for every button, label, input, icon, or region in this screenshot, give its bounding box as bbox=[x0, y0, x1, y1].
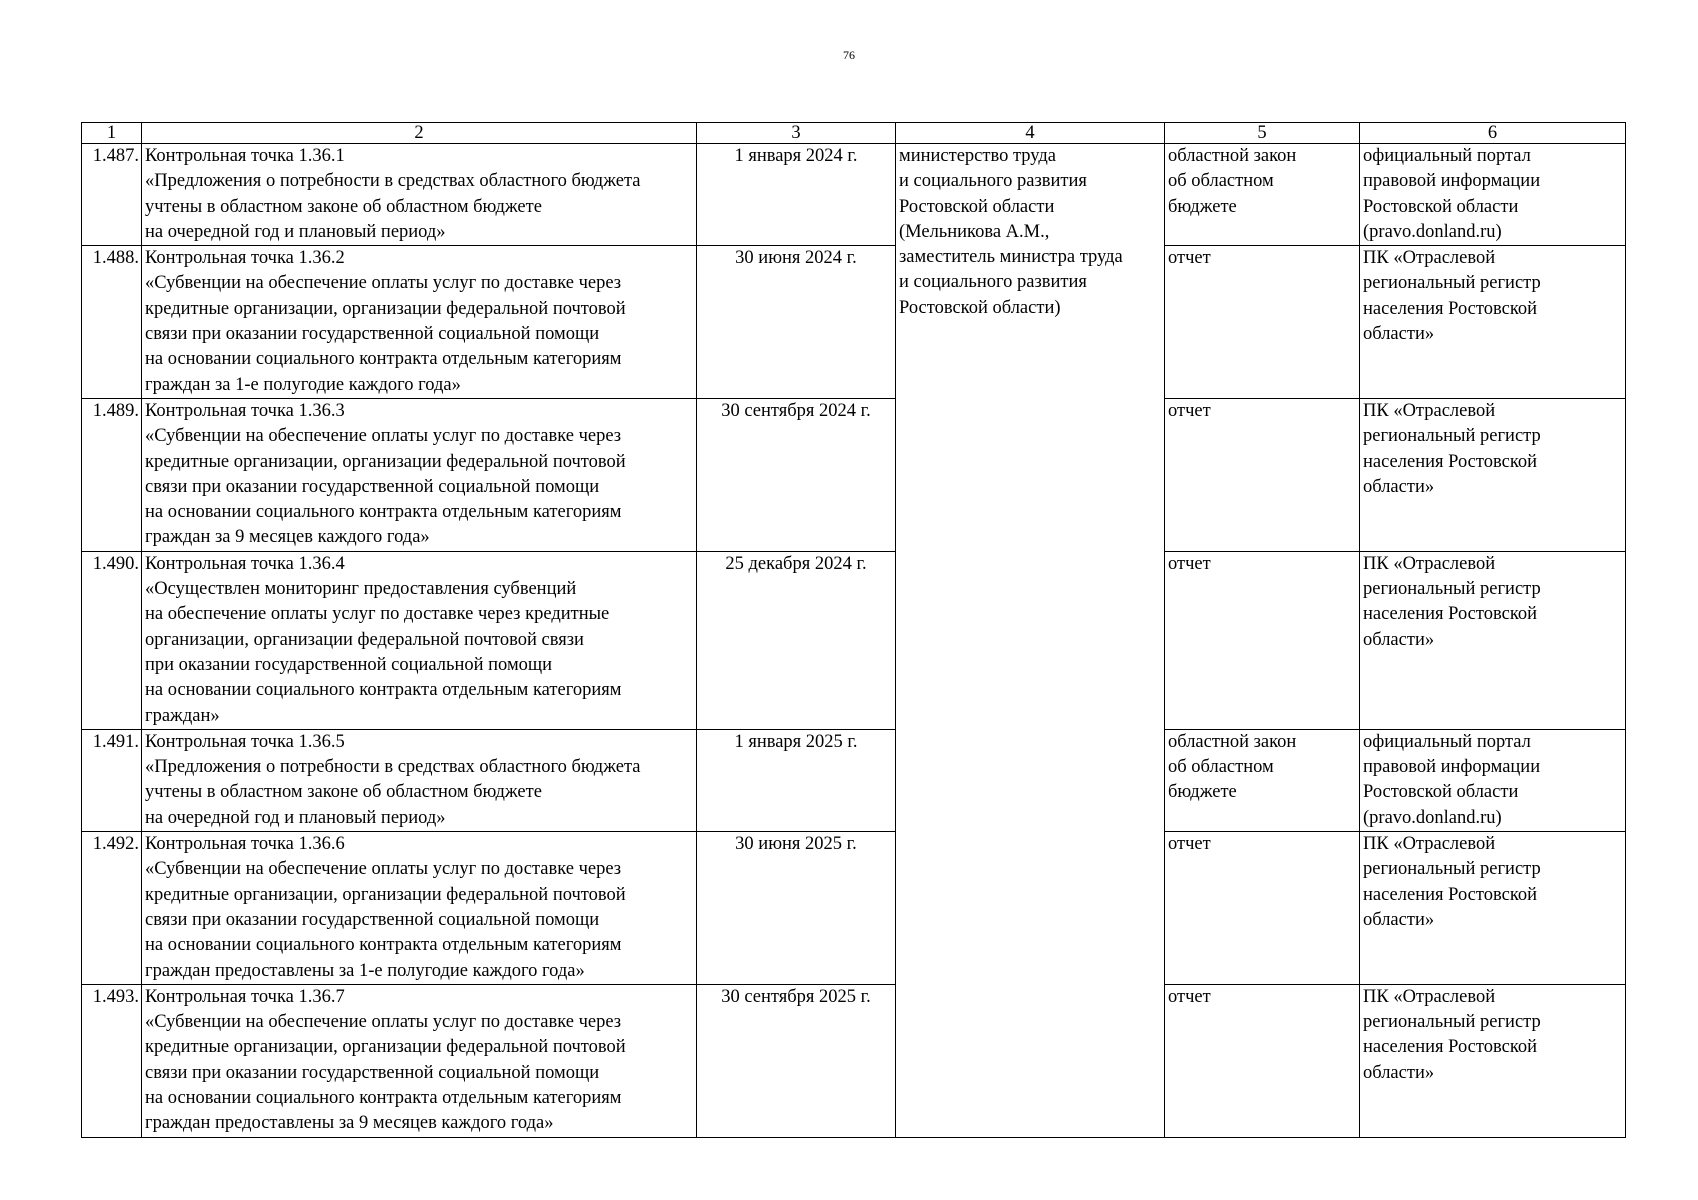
control-point-description-line: «Субвенции на обеспечение оплаты услуг по доставке через bbox=[145, 273, 622, 294]
row-number: 1.492. bbox=[82, 832, 142, 985]
information-source bbox=[1360, 984, 1626, 1137]
result-document bbox=[1165, 729, 1360, 831]
column-number-header-row bbox=[82, 123, 1626, 144]
responsible-executor-line: и социального развития bbox=[899, 272, 1087, 293]
responsible-executor-line: (Мельникова А.М., bbox=[899, 221, 1050, 242]
information-source-line: (pravo.donland.ru) bbox=[1363, 221, 1502, 242]
information-source-line: области» bbox=[1363, 324, 1435, 345]
responsible-executor-line: Ростовской области bbox=[899, 196, 1055, 217]
control-point-description-line: «Субвенции на обеспечение оплаты услуг по доставке через bbox=[145, 426, 622, 447]
control-point-description-line: на основании социального контракта отдельным категориям bbox=[145, 502, 622, 523]
result-document bbox=[1165, 144, 1360, 246]
row-number: 1.493. bbox=[82, 984, 142, 1137]
control-point-description-line: на очередной год и плановый период» bbox=[145, 221, 446, 242]
information-source-line: населения Ростовской bbox=[1363, 1037, 1538, 1058]
column-header-4: 4 bbox=[896, 123, 1165, 144]
control-point-description-line: организации, организации федеральной почтовой связи bbox=[145, 629, 584, 650]
control-point-description-line: Контрольная точка 1.36.1 bbox=[145, 146, 345, 166]
information-source-line: области» bbox=[1363, 476, 1435, 497]
information-source-line: населения Ростовской bbox=[1363, 451, 1538, 472]
table-row bbox=[82, 551, 1626, 729]
deadline-date: 30 июня 2024 г. bbox=[697, 246, 896, 399]
control-point-description bbox=[142, 398, 697, 551]
control-point-description-line: Контрольная точка 1.36.2 bbox=[145, 248, 345, 269]
information-source bbox=[1360, 832, 1626, 985]
control-point-description-line: «Осуществлен мониторинг предоставления субвенций bbox=[145, 579, 577, 600]
responsible-executor-line: и социального развития bbox=[899, 171, 1087, 192]
result-document bbox=[1165, 398, 1360, 551]
control-point-description-line: Контрольная точка 1.36.3 bbox=[145, 400, 345, 421]
table-row bbox=[82, 729, 1626, 831]
page-number: 76 bbox=[843, 48, 855, 62]
result-document bbox=[1165, 832, 1360, 985]
information-source-line: правовой информации bbox=[1363, 757, 1541, 778]
control-point-description-line: связи при оказании государственной социальной помощи bbox=[145, 1062, 600, 1083]
row-number: 1.489. bbox=[82, 398, 142, 551]
information-source-line: населения Ростовской bbox=[1363, 298, 1538, 319]
control-point-description-line: граждан за 9 месяцев каждого года» bbox=[145, 527, 430, 548]
information-source-line: ПК «Отраслевой bbox=[1363, 553, 1496, 574]
control-point-description-line: на основании социального контракта отдельным категориям bbox=[145, 1087, 622, 1108]
information-source bbox=[1360, 246, 1626, 399]
control-point-description-line: на основании социального контракта отдельным категориям bbox=[145, 935, 622, 956]
information-source-line: региональный регистр bbox=[1363, 273, 1541, 294]
row-number: 1.490. bbox=[82, 551, 142, 729]
control-point-description-line: на основании социального контракта отдельным категориям bbox=[145, 349, 622, 370]
result-document-line: областной закон bbox=[1168, 146, 1297, 166]
column-header-3: 3 bbox=[697, 123, 896, 144]
control-point-description-line: Контрольная точка 1.36.5 bbox=[145, 731, 345, 752]
control-point-description-line: «Субвенции на обеспечение оплаты услуг по доставке через bbox=[145, 1012, 622, 1033]
control-point-description bbox=[142, 984, 697, 1137]
control-point-description-line: граждан за 1-е полугодие каждого года» bbox=[145, 374, 461, 395]
control-point-description-line: Контрольная точка 1.36.4 bbox=[145, 553, 345, 574]
column-header-6: 6 bbox=[1360, 123, 1626, 144]
control-point-description-line: учтены в областном законе об областном бюджете bbox=[145, 196, 542, 217]
table-row bbox=[82, 144, 1626, 246]
control-point-description-line: кредитные организации, организации федеральной почтовой bbox=[145, 884, 626, 905]
information-source-line: региональный регистр bbox=[1363, 1012, 1541, 1033]
responsible-executor-line: заместитель министра труда bbox=[899, 247, 1123, 268]
result-document-line: отчет bbox=[1168, 553, 1211, 574]
control-point-description bbox=[142, 551, 697, 729]
control-point-description-line: граждан предоставлены за 9 месяцев каждого года» bbox=[145, 1113, 554, 1134]
result-document bbox=[1165, 246, 1360, 399]
result-document-line: об областном bbox=[1168, 171, 1274, 192]
information-source-line: Ростовской области bbox=[1363, 196, 1519, 217]
row-number: 1.491. bbox=[82, 729, 142, 831]
control-point-description-line: на обеспечение оплаты услуг по доставке через кредитные bbox=[145, 604, 610, 625]
control-point-description-line: Контрольная точка 1.36.6 bbox=[145, 834, 345, 855]
control-point-description-line: граждан предоставлены за 1-е полугодие каждого года» bbox=[145, 960, 585, 981]
result-document-line: бюджете bbox=[1168, 196, 1237, 217]
deadline-date: 30 сентября 2024 г. bbox=[697, 398, 896, 551]
result-document-line: областной закон bbox=[1168, 731, 1297, 752]
information-source bbox=[1360, 144, 1626, 246]
table-row bbox=[82, 398, 1626, 551]
column-header-2: 2 bbox=[142, 123, 697, 144]
information-source-line: официальный портал bbox=[1363, 146, 1531, 166]
result-document-line: отчет bbox=[1168, 400, 1211, 421]
deadline-date: 30 июня 2025 г. bbox=[697, 832, 896, 985]
column-header-5: 5 bbox=[1165, 123, 1360, 144]
information-source-line: (pravo.donland.ru) bbox=[1363, 807, 1502, 828]
row-number: 1.488. bbox=[82, 246, 142, 399]
deadline-date: 30 сентября 2025 г. bbox=[697, 984, 896, 1137]
information-source-line: региональный регистр bbox=[1363, 426, 1541, 447]
information-source-line: населения Ростовской bbox=[1363, 884, 1538, 905]
result-document-line: отчет bbox=[1168, 986, 1211, 1007]
information-source-line: Ростовской области bbox=[1363, 782, 1519, 803]
control-point-description-line: Контрольная точка 1.36.7 bbox=[145, 986, 345, 1007]
information-source-line: официальный портал bbox=[1363, 731, 1531, 752]
control-point-description bbox=[142, 729, 697, 831]
result-document-line: отчет bbox=[1168, 834, 1211, 855]
control-point-description-line: «Предложения о потребности в средствах областного бюджета bbox=[145, 757, 641, 778]
information-source-line: ПК «Отраслевой bbox=[1363, 400, 1496, 421]
control-point-description-line: на очередной год и плановый период» bbox=[145, 807, 446, 828]
result-document-line: об областном bbox=[1168, 757, 1274, 778]
deadline-date: 1 января 2024 г. bbox=[697, 144, 896, 246]
control-point-description-line: связи при оказании государственной социальной помощи bbox=[145, 909, 600, 930]
table-row bbox=[82, 832, 1626, 985]
deadline-date: 25 декабря 2024 г. bbox=[697, 551, 896, 729]
information-source-line: правовой информации bbox=[1363, 171, 1541, 192]
control-point-description-line: учтены в областном законе об областном бюджете bbox=[145, 782, 542, 803]
result-document-line: отчет bbox=[1168, 248, 1211, 269]
information-source-line: региональный регистр bbox=[1363, 579, 1541, 600]
control-point-description-line: связи при оказании государственной социальной помощи bbox=[145, 476, 600, 497]
control-point-description-line: кредитные организации, организации федеральной почтовой bbox=[145, 298, 626, 319]
control-point-description-line: кредитные организации, организации федеральной почтовой bbox=[145, 1037, 626, 1058]
control-point-description-line: кредитные организации, организации федеральной почтовой bbox=[145, 451, 626, 472]
information-source bbox=[1360, 551, 1626, 729]
information-source-line: ПК «Отраслевой bbox=[1363, 248, 1496, 269]
column-header-1: 1 bbox=[82, 123, 142, 144]
information-source-line: области» bbox=[1363, 629, 1435, 650]
control-point-description bbox=[142, 246, 697, 399]
control-point-description-line: «Предложения о потребности в средствах областного бюджета bbox=[145, 171, 641, 192]
responsible-executor-line: министерство труда bbox=[899, 146, 1056, 166]
deadline-date: 1 января 2025 г. bbox=[697, 729, 896, 831]
result-document bbox=[1165, 984, 1360, 1137]
information-source bbox=[1360, 398, 1626, 551]
result-document-line: бюджете bbox=[1168, 782, 1237, 803]
result-document bbox=[1165, 551, 1360, 729]
information-source-line: области» bbox=[1363, 1062, 1435, 1083]
table-row bbox=[82, 246, 1626, 399]
information-source bbox=[1360, 729, 1626, 831]
control-point-description-line: граждан» bbox=[145, 705, 220, 726]
control-point-description-line: связи при оказании государственной социальной помощи bbox=[145, 324, 600, 345]
control-points-table bbox=[81, 122, 1626, 1138]
control-point-description-line: «Субвенции на обеспечение оплаты услуг по доставке через bbox=[145, 859, 622, 880]
responsible-executor bbox=[896, 144, 1165, 1138]
row-number: 1.487. bbox=[82, 144, 142, 246]
information-source-line: населения Ростовской bbox=[1363, 604, 1538, 625]
information-source-line: области» bbox=[1363, 909, 1435, 930]
information-source-line: ПК «Отраслевой bbox=[1363, 986, 1496, 1007]
control-point-description bbox=[142, 832, 697, 985]
information-source-line: ПК «Отраслевой bbox=[1363, 834, 1496, 855]
control-point-description-line: на основании социального контракта отдельным категориям bbox=[145, 680, 622, 701]
information-source-line: региональный регистр bbox=[1363, 859, 1541, 880]
responsible-executor-line: Ростовской области) bbox=[899, 297, 1061, 318]
control-point-description-line: при оказании государственной социальной помощи bbox=[145, 654, 553, 675]
table-row bbox=[82, 984, 1626, 1137]
control-point-description bbox=[142, 144, 697, 246]
